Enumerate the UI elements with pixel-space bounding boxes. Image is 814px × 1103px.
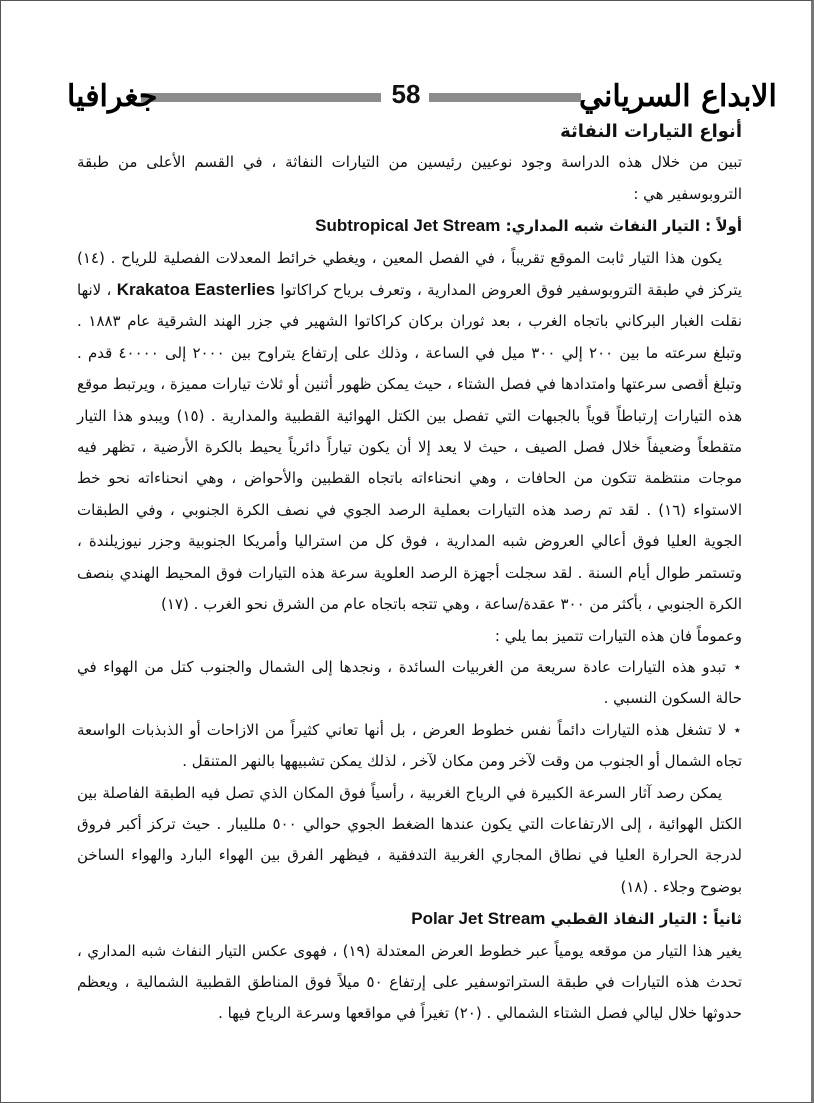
krakatoa-term: Krakatoa Easterlies [116, 280, 276, 300]
bullet-1: ⋆ تبدو هذه التيارات عادة سريعة من الغربيات السائدة ، ونجدها إلى الشمال والجنوب كتل من الهواء في حالة السكون النسبي . [77, 657, 742, 708]
second-heading-arabic: ثانياً : التيار النفاذ القطبي [550, 910, 742, 929]
header-section-title: جغرافيا [67, 79, 158, 114]
intro-paragraph: تبين من خلال هذه الدراسة وجود نوعيين رئيسين من التيارات النفاثة ، في القسم الأعلى من طبقة التروبوسفير هي : [77, 153, 742, 203]
page-header [1, 79, 814, 119]
paragraph-4: يغير هذا التيار من موقعه يومياً عبر خطوط العرض المعتدلة (١٩) ، فهوى عكس التيار النفاث شبه المداري ، تحدث هذه التيارات في طبقة الستراتوسفير على إرتفاع ٥٠ ميلاً فوق المناطق القطبية الشمالية ، ويعظم حدوثها خلال ليالي فصل الشتاء الشمالي . (٢٠) تغيراً في مواقعها وسرعة الرياح فيها . [77, 941, 742, 1023]
paragraph-1 [77, 243, 742, 621]
second-heading [77, 903, 742, 935]
paragraph-1-part-a: يكون هذا التيار ثابت الموقع تقريباً ، في الفصل المعين ، ويغطي خرائط المعدلات الفصلية للرياح . (١٤) يتركز في طبقة التروبوسفير فوق العروض المدارية ، وتعرف برياح كراكاتوا [77, 248, 742, 300]
first-heading-english: Subtropical Jet Stream [315, 216, 501, 236]
header-magazine-title: الابداع السرياني [579, 79, 777, 114]
header-rule-right [429, 93, 581, 102]
article-title: أنواع التيارات النفاثة [560, 121, 742, 142]
paragraph-1-part-b: ، لانها نقلت الغبار البركاني باتجاه الغرب ، بعد ثوران بركان كراكاتوا الشهير في جزر الهند الشرقية عام ١٨٨٣ . وتبلغ سرعته ما بين ٢٠٠ إلي ٣٠٠ ميل في الساعة ، وذلك على إرتفاع يتراوح بين ٢٠٠٠ إلى ٤٠٠٠٠ قدم . وتبلغ أقصى سرعتها وامتدادها في فصل الشتاء ، حيث يمكن ظهور أثنين أو ثلاث تيارات مميزة ، ويرتبط موقع هذه التيارات إرتباطاً قوياً بالجبهات التي تفصل بين الكتل الهوائية القطبية والمدارية . (١٥) ويبدو هذا التيار متقطعاً وضعيفاً خلال فصل الصيف ، حيث لا يعد إلا أن يكون تياراً دائرياً يحيط بالكرة الأرضية ، تظهر فيه موجات منتظمة تتكون من الحافات ، وهي انحناءاته باتجاه القطبين والأحواض ، وهي انحناءاته نحو خط الاستواء (١٦) . لقد تم رصد هذه التيارات بعملية الرصد الجوي في نصف الكرة الجنوبي ، وفي الطبقات الجوية العليا فوق أعالي العروض شبه المدارية ، فوق كل من استراليا وأمريكا الجنوبية وجزر نيوزيلندة ، وتستمر طوال أيام السنة . لقد سجلت أجهزة الرصد العلوية سرعة هذه التيارات فوق المحيط الهندي بنصف الكرة الجنوبي ، بأكثر من ٣٠٠ عقدة/ساعة ، وهي تتجه باتجاه عام من الشرق نحو الغرب . (١٧) [77, 281, 742, 614]
first-heading [77, 210, 742, 242]
article-body [77, 116, 742, 1030]
first-heading-arabic: أولاً : التيار النفاث شبه المداري: [505, 217, 742, 236]
bullet-2: ⋆ لا تشغل هذه التيارات دائماً نفس خطوط العرض ، بل أنها تعاني كثيراً من الازاحات أو الذبذبات الواسعة تجاه الشمال أو الجنوب من وقت لآخر ومن مكان لآخر ، لذلك يمكن تشبيهها بالنهر المتنقل . [77, 720, 742, 771]
header-rule-left [141, 93, 381, 102]
second-heading-english: Polar Jet Stream [411, 909, 546, 929]
paragraph-2: وعموماً فان هذه التيارات تتميز بما يلي : [494, 626, 742, 645]
paragraph-3: يمكن رصد آثار السرعة الكبيرة في الرياح الغربية ، رأسياً فوق المكان الذي تصل فيه الطبقة الفاصلة بين الكتل الهوائية ، إلى الارتفاعات التي يكون عندها الضغط الجوي حوالي ٥٠٠ ملليبار . حيث تركز أكبر فروق لدرجة الحرارة العليا في نطاق المجاري الغربية التدفقية ، فيظهر الفرق بين الهواء البارد والهواء الساخن بوضوح وجلاء . (١٨) [77, 783, 743, 896]
page-number: 58 [391, 79, 421, 109]
